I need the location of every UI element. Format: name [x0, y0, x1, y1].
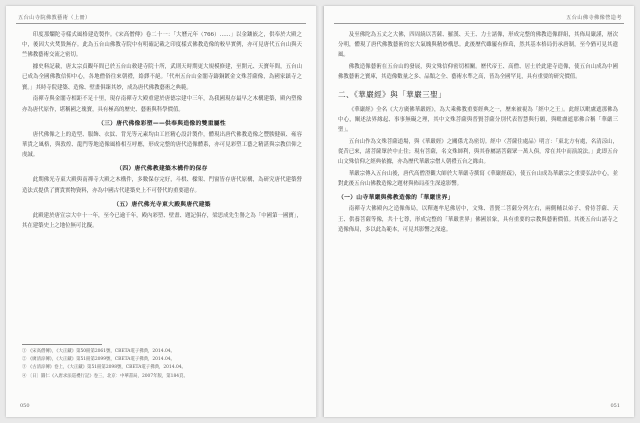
footnote-rule [22, 344, 102, 345]
paragraph: 南禪寺與金閣寺相距不足十里，現存南禪寺大殿重建於唐德宗建中三年，為我國現存最早之木構建築，殿內塑像亦為唐代原作，堪稱國之瑰寶，具有極高的歷史、藝術與科學價值。 [22, 96, 302, 113]
paragraph: 唐代佛像之上的造型、服飾、衣紋、背光等元素均由工匠精心設計製作，體現出唐代佛教造像之豐腴健碩、雍容華貴之風格，與敦煌、龍門等地造像風格相互呼應，形成完整的唐代造像體系，亦可見彩塑工藝之精湛與宗教信仰之虔誠。 [22, 131, 302, 159]
header-rule [334, 23, 624, 24]
paragraph: 此期佛光寺東大殿與南禪寺大殿之木構件，多數保存完好，斗栱、樑架、門窗皆存唐代原構，為研究唐代建築營造法式提供了寶貴實物資料，亦為中國古代建築史上不可替代的重要遺存。 [22, 177, 302, 194]
paragraph: 南禪寺大佛殿內之造像佈局，以釋迦牟尼佛居中，文殊、普賢二菩薩分列左右，兩側輔以弟子、脅侍菩薩、天王、供養菩薩等像，共十七尊，形成完整的「華嚴世界」佛國景象，具有重要的宗教與藝術價值。其後五台山諸寺之造像佈局，多以此為範本，可見其影響之深遠。 [338, 206, 618, 233]
header-rule [16, 23, 306, 24]
footnote: ③ 《古清涼傳》卷上，《大正藏》第51冊第2098號，CBETA電子佛典，2014.04。 [22, 365, 186, 371]
page-number: 051 [610, 403, 620, 409]
sub-heading: （五）唐代佛光寺東大殿與唐代建築 [113, 201, 211, 208]
right-page [324, 6, 634, 417]
sub-heading: （四）唐代佛教建築木構件的保存 [116, 166, 208, 173]
footnote: ② 《廣清涼傳》，《大正藏》第51冊第2099號，CBETA電子佛典，2014.04。 [22, 357, 175, 363]
book-gutter [316, 6, 324, 417]
section-heading: 二、《華嚴經》與「華嚴三聖」 [338, 89, 447, 99]
running-head: 五台山佛寺佛像營造考 [566, 15, 622, 21]
paragraph: 五台山作為文殊菩薩道場，與《華嚴經》之關係尤為密切。經中〈菩薩住處品〉明言：「東北方有處，名清涼山，從昔已來，諸菩薩眾於中止住；現有菩薩，名文殊師利，與其眷屬諸菩薩眾一萬人俱，常在其中而演說法。」此即五台山文殊信仰之經典依據，亦為歷代華嚴宗僧人朝禮五台之緣由。 [338, 138, 618, 166]
paragraph: 此殿建於唐宣宗大中十一年，至今已逾千年，殿內彩塑、壁畫、題記俱存，梁思成先生譽之為「中國第一國寶」，其在建築史上之地位無可比擬。 [22, 212, 302, 230]
running-head: 五台山寺院佛教藝術（上冊） [18, 15, 91, 21]
footnote: ④ 〔日〕圓仁《入唐求法巡禮行記》卷三，北京：中華書局，2007年版，第184頁。 [22, 373, 188, 379]
sub-heading: （三）唐代佛像彩塑——供奉與造像的雙重屬性 [97, 120, 227, 127]
right-page-body [338, 30, 618, 237]
left-page [6, 6, 316, 417]
paragraph: 及至佛陀為五丈之大佛，四周繞以菩薩、羅漢、天王、力士諸像，形成完整的佛教造像群組，其佈局嚴謹，層次分明，體現了唐代佛教藝術的宏大氣魄與精妙構思。此後歷代雖屢有修葺，然其基本格局仍承唐制，至今猶可見其遺風。 [338, 32, 618, 59]
footnotes [22, 348, 302, 381]
paragraph: 華嚴宗傳入五台山後，唐代高僧澄觀大師於大華嚴寺撰寫《華嚴經疏》，使五台山成為華嚴宗之重要弘法中心，並對此後五台山佛教造像之題材與佈局產生深遠影響。 [338, 171, 618, 188]
paragraph: 據史料記載，唐太宗貞觀年間已於五台山敕建寺院十所，武則天時期更大規模修建，至開元、天寶年間，五台山已成為全國佛教信仰中心，各地僧俗往來朝禮，絡繹不絕。「代州五台山金閣寺鑄銅鍍金文殊菩薩像，為國家鎮寺之寶。」其時寺院建築、造像、壁畫俱臻其妙，成為唐代佛教藝術之典範。 [22, 64, 302, 91]
sub-heading: （一）山寺華嚴與佛教造像的「華嚴世界」 [338, 195, 454, 202]
footnote: ① 《宋高僧傳》，《大正藏》第50冊第2061號，CBETA電子佛典，2014.04。 [22, 349, 175, 354]
page-number: 050 [20, 403, 30, 409]
left-page-body [22, 30, 302, 233]
paragraph: 印度那爛陀寺樣式風格建造製作。《宋高僧傳》卷二十一：「大曆元年（766）……」以金鑲嵌之，供奉於大殿之中，後因大火焚毀無存。此為五台山佛教寺院中有明確記載之印度樣式佛教造像的較早實例，亦可見唐代五台山與天竺佛教藝術交流之密切。 [22, 32, 302, 59]
paragraph: 《華嚴經》全名《大方廣佛華嚴經》，為大乘佛教重要經典之一，歷來被視為「經中之王」。此經以毗盧遮那佛為中心，闡述法界緣起、事事無礙之理，其中文殊菩薩與普賢菩薩分別代表智慧與行願，與毗盧遮那佛合稱「華嚴三聖」。 [338, 106, 618, 134]
paragraph: 佛教造像藝術在五台山的發展，與文殊信仰密切相關。歷代帝王、高僧、居士於此建寺造像，使五台山成為中國佛教藝術之寶庫，其造像數量之多、品類之全、藝術水準之高，皆為全國罕見，具有重要的研究價值。 [338, 64, 618, 81]
